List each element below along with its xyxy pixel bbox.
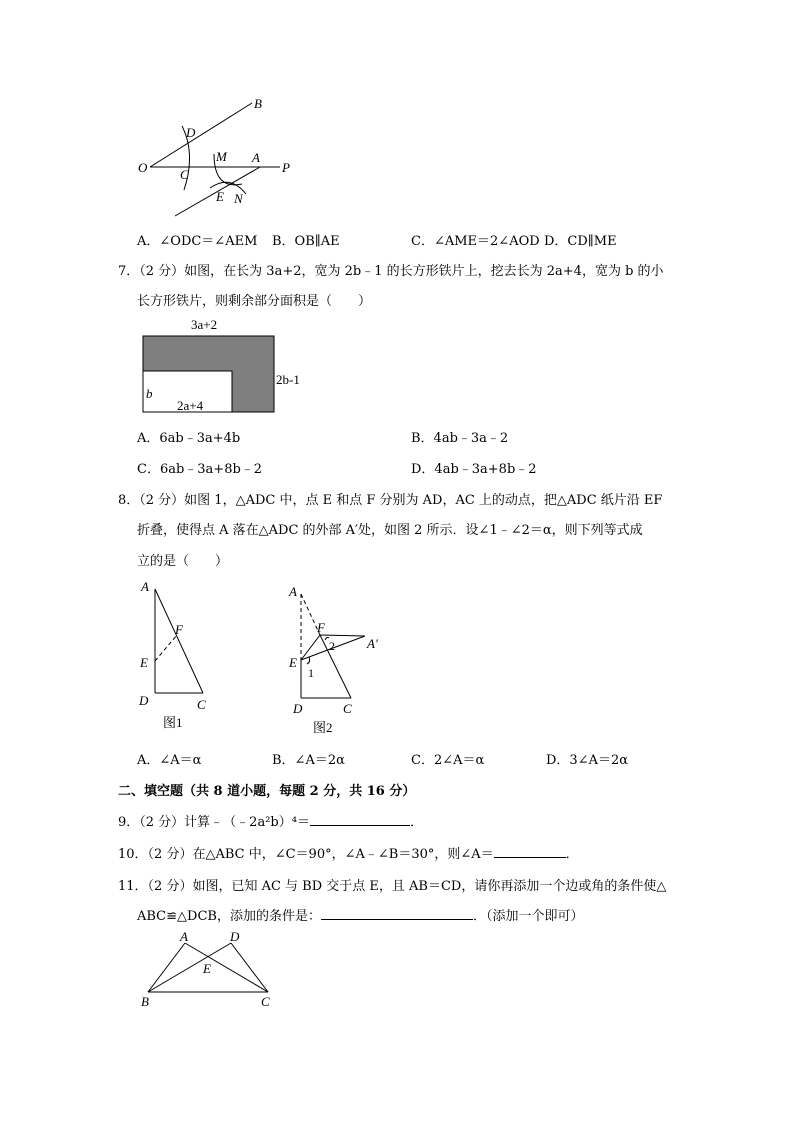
q7-option-c[interactable]: C．6ab﹣3a+8b﹣2 (137, 462, 263, 477)
q8-question-line2: 折叠，使得点 A 落在△ADC 的外部 A′处，如图 2 所示．设∠1﹣∠2＝α，则下列等式成 (137, 523, 643, 538)
q8-figure1 (133, 575, 223, 735)
fig1-caption: 图1 (163, 715, 183, 730)
fig2-label-A-prime: A′ (367, 636, 378, 651)
fig2-label-E: E (289, 655, 297, 670)
q6-option-d[interactable]: D．CD∥ME (544, 234, 617, 249)
q8-option-b[interactable]: B．∠A＝2α (272, 753, 345, 768)
q8-question-line1: 8．（2 分）如图 1，△ADC 中，点 E 和点 F 分别为 AD，AC 上的动点，把△ADC 纸片沿 EF (118, 493, 663, 508)
q8-option-d[interactable]: D．3∠A＝2α (546, 753, 629, 768)
label-M: M (216, 149, 227, 164)
q8-option-c[interactable]: C．2∠A＝α (411, 753, 485, 768)
label-inner-width: 2a+4 (177, 398, 204, 413)
segment-bd (148, 943, 231, 992)
fold-ef (155, 635, 177, 661)
fig1-label-D: D (139, 693, 149, 708)
q6-option-b[interactable]: B．OB∥AE (272, 234, 340, 249)
q11-answer-blank[interactable] (321, 907, 473, 920)
q7-option-d[interactable]: D．4ab﹣3a+8b﹣2 (411, 462, 537, 477)
fig1-label-C: C (197, 697, 206, 712)
fig2-angle-1: 1 (308, 666, 314, 680)
q10-answer-blank[interactable] (494, 845, 566, 858)
fig1-label-F: F (175, 622, 183, 637)
q7-question-line2: 长方形铁片，则剩余部分面积是（ ） (137, 294, 372, 309)
fig2-label-F: F (317, 620, 325, 635)
side-fa-prime (320, 635, 365, 636)
q9-answer-blank[interactable] (310, 813, 410, 826)
q11-question-line2 (137, 905, 737, 924)
q11-suffix: ．（添加一个即可） (472, 909, 584, 924)
label-A: A (180, 929, 188, 944)
q10-question (118, 843, 718, 862)
label-C: C (180, 167, 189, 182)
label-D: D (186, 125, 196, 140)
fig2-label-C: C (343, 701, 352, 716)
label-E: E (216, 189, 224, 204)
fig2-label-A: A (289, 584, 297, 599)
ray-ob (150, 103, 252, 167)
label-inner-height: b (146, 386, 153, 401)
q8-figure2 (283, 580, 403, 740)
label-E: E (203, 961, 211, 976)
q8-option-a[interactable]: A．∠A＝α (137, 753, 202, 768)
q11-text: ABC≌△DCB，添加的条件是： (137, 909, 321, 924)
label-A: A (252, 150, 260, 165)
label-D: D (230, 929, 240, 944)
q6-option-c[interactable]: C．∠AME＝2∠AOD (411, 234, 540, 249)
fig2-caption: 图2 (313, 720, 333, 735)
fig1-label-A: A (141, 579, 149, 594)
segment-ab (148, 943, 185, 992)
side-fc (320, 635, 351, 698)
q7-question-line1: 7．（2 分）如图，在长为 3a+2，宽为 2b﹣1 的长方形铁片上，挖去长为 2a+4，宽为 b 的小 (118, 264, 664, 279)
label-B: B (254, 96, 262, 111)
label-P: P (282, 160, 290, 175)
q9-suffix: ． (409, 815, 423, 830)
q10-text: 10．（2 分）在△ABC 中，∠C＝90°，∠A﹣∠B＝30°，则∠A＝ (118, 847, 494, 862)
label-top: 3a+2 (191, 317, 218, 332)
q8-question-line3: 立的是（ ） (137, 554, 229, 569)
q6-option-a[interactable]: A．∠ODC＝∠AEM (137, 234, 258, 249)
q7-option-a[interactable]: A．6ab﹣3a+4b (137, 431, 241, 446)
label-O: O (138, 160, 148, 175)
q7-figure (135, 315, 315, 415)
q9-question (118, 811, 718, 830)
q11-question-line1: 11．（2 分）如图，已知 AC 与 BD 交于点 E，且 AB＝CD，请你再添加一个边或角的条件使△ (118, 879, 667, 894)
q9-text: 9．（2 分）计算﹣（﹣2a²b）⁴＝ (118, 815, 310, 830)
label-C: C (261, 994, 270, 1009)
fig2-angle-2: 2 (329, 639, 335, 653)
section-title-fill-blank: 二、填空题（共 8 道小题，每题 2 分，共 16 分） (118, 784, 416, 799)
label-N: N (234, 191, 243, 206)
segment-dc (231, 943, 268, 992)
q11-figure (135, 928, 285, 1013)
side-ac (155, 589, 203, 693)
q10-suffix: ． (565, 847, 579, 862)
fig2-label-D: D (293, 701, 303, 716)
label-right: 2b-1 (276, 372, 300, 387)
segment-ac (185, 943, 268, 992)
fig1-label-E: E (140, 655, 148, 670)
q7-option-b[interactable]: B．4ab﹣3a﹣2 (411, 431, 509, 446)
q6-figure (130, 90, 310, 225)
label-B: B (141, 994, 149, 1009)
